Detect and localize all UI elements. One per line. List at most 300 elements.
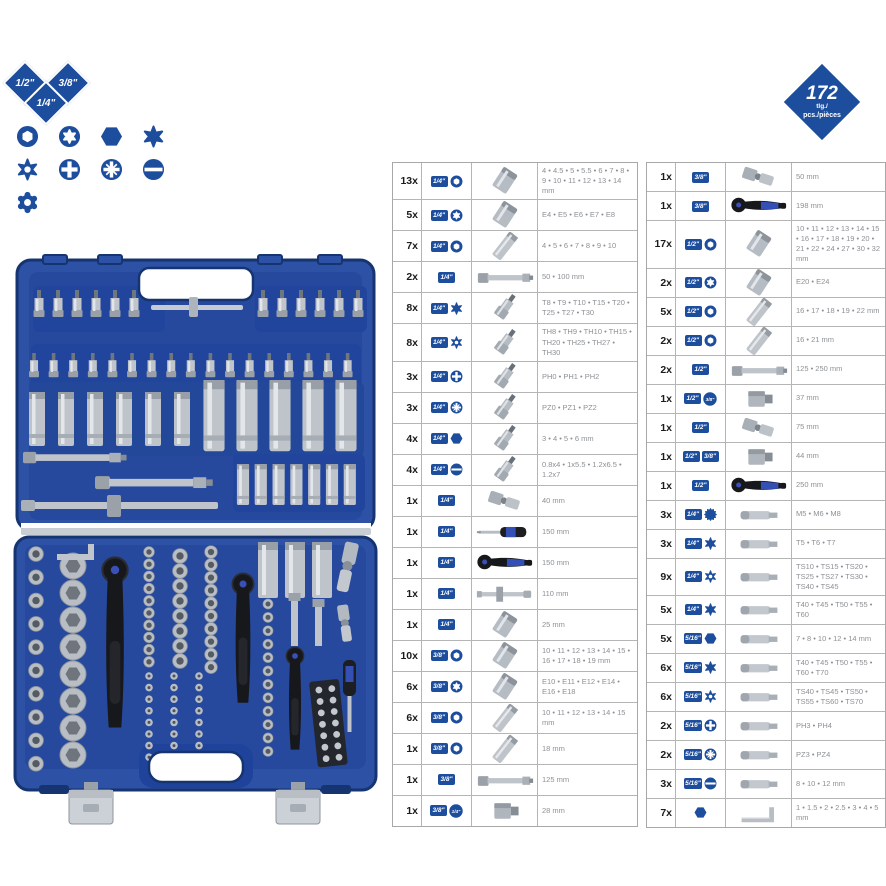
drive-size-badge: 1/2" xyxy=(685,277,702,288)
hex-socket-icon xyxy=(450,742,463,755)
tamper-torx-icon xyxy=(450,336,463,349)
thumb-bit xyxy=(726,559,792,595)
sizes: E10 • E11 • E12 • E14 • E16 • E18 xyxy=(542,676,620,696)
torx-bit-icon xyxy=(704,537,717,550)
thumb-bit xyxy=(726,712,792,740)
quantity: 1x xyxy=(647,192,676,220)
pozidriv-icon xyxy=(90,153,132,186)
sizes: 10 • 11 • 12 • 13 • 14 • 15 • 16 • 17 • 18 • 19 mm xyxy=(542,645,631,665)
sizes: 10 • 11 • 12 • 13 • 14 • 15 mm xyxy=(542,707,626,727)
type-icons xyxy=(676,625,726,653)
drive-badge-label: 1/4" xyxy=(36,97,56,109)
quantity: 1x xyxy=(393,579,422,609)
type-icons xyxy=(422,163,472,199)
spec-row xyxy=(647,558,885,595)
sizes: E4 • E5 • E6 • E7 • E8 xyxy=(542,210,616,220)
drive-size-badge: 1/4" xyxy=(438,588,455,599)
drive-size-badge: 1/4" xyxy=(431,433,448,444)
quantity: 3x xyxy=(647,501,676,529)
sizes: T40 • T45 • T50 • T55 • T60 • T70 xyxy=(796,657,873,677)
spec-row xyxy=(393,292,637,323)
sizes: 25 mm xyxy=(542,619,565,629)
type-icons xyxy=(676,327,726,355)
quantity: 1x xyxy=(393,765,422,795)
thumb-bitsocket xyxy=(472,362,538,392)
drive-size-badge: 5/16" xyxy=(685,780,701,788)
spec-row xyxy=(647,297,885,326)
thumb-ratchet xyxy=(726,192,792,220)
tamper-torx-icon xyxy=(704,570,717,583)
type-icons xyxy=(422,324,472,360)
quantity: 2x xyxy=(647,269,676,297)
svg-text:1/4": 1/4" xyxy=(451,808,461,814)
thumb-socket xyxy=(726,269,792,297)
thumb-socket xyxy=(472,672,538,702)
drive-size-badge: 1/2" xyxy=(685,239,702,250)
sizes: 110 mm xyxy=(542,588,569,598)
spec-row xyxy=(393,230,637,261)
type-icons xyxy=(676,712,726,740)
sizes: 125 • 250 mm xyxy=(796,364,843,374)
thumb-deep xyxy=(472,703,538,733)
drive-size-badge: 3/8" xyxy=(692,172,709,183)
thumb-bitsocket xyxy=(472,393,538,423)
sizes: 16 • 21 mm xyxy=(796,335,835,345)
type-icons xyxy=(422,262,472,292)
thumb-bitsocket xyxy=(472,424,538,454)
sizes: PZ0 • PZ1 • PZ2 xyxy=(542,402,597,412)
quantity: 2x xyxy=(647,741,676,769)
drive-badge-label: 1/2" xyxy=(15,77,35,89)
quantity: 10x xyxy=(393,641,422,671)
spec-row xyxy=(647,191,885,220)
thumb-tbar xyxy=(472,579,538,609)
tamper-torx-icon xyxy=(704,690,717,703)
sizes: 75 mm xyxy=(796,422,819,432)
sizes: 50 • 100 mm xyxy=(542,272,585,282)
quantity: 3x xyxy=(647,530,676,558)
torx-bit-icon xyxy=(450,302,463,315)
type-icons xyxy=(676,443,726,471)
drive-size-badge: 5/16" xyxy=(685,722,701,730)
sizes: 28 mm xyxy=(542,805,565,815)
drive-size-badge: 1/4" xyxy=(431,176,448,187)
quantity: 6x xyxy=(647,654,676,682)
spec-row xyxy=(393,671,637,702)
spec-row xyxy=(393,323,637,360)
quantity: 1x xyxy=(647,443,676,471)
piece-count-unit-de: tlg./ xyxy=(816,102,828,110)
drive-size-badge: 1/4" xyxy=(431,337,448,348)
drive-size-badge: 1/4" xyxy=(685,604,702,615)
thumb-bitsocket xyxy=(472,324,538,360)
type-icons xyxy=(676,741,726,769)
thumb-adapter xyxy=(726,443,792,471)
quantity: 2x xyxy=(647,327,676,355)
thumb-hexkey xyxy=(726,799,792,827)
type-icons xyxy=(676,683,726,711)
type-icons xyxy=(422,293,472,323)
quantity: 5x xyxy=(647,625,676,653)
thumb-bit xyxy=(726,625,792,653)
sizes: TS10 • TS15 • TS20 • TS25 • TS27 • TS30 • TS40 • TS45 xyxy=(796,561,868,591)
thumb-joint xyxy=(726,163,792,191)
thumb-bit xyxy=(726,683,792,711)
drive-size-badge: 1/2" xyxy=(685,335,702,346)
spec-row xyxy=(647,769,885,798)
drive-size-badge: 1/4" xyxy=(438,495,455,506)
spec-row xyxy=(393,733,637,764)
sizes: 250 mm xyxy=(796,480,824,490)
quantity: 1x xyxy=(393,610,422,640)
sizes: M5 • M6 • M8 xyxy=(796,509,841,519)
sizes: 50 mm xyxy=(796,171,819,181)
drive-size-badge: 1/4" xyxy=(431,371,448,382)
drive-size-badge: 3/8" xyxy=(692,201,709,212)
sizes: 150 mm xyxy=(542,526,570,536)
torx-socket-icon xyxy=(450,680,463,693)
type-icons xyxy=(422,579,472,609)
quantity: 6x xyxy=(647,683,676,711)
spec-row xyxy=(393,199,637,230)
type-icons xyxy=(422,610,472,640)
drive-size-badge: 1/4" xyxy=(431,210,448,221)
thumb-deep xyxy=(472,734,538,764)
drive-size-badge: 1/2" xyxy=(692,480,709,491)
type-icons xyxy=(676,192,726,220)
quantity: 1x xyxy=(393,486,422,516)
drive-size-badge: 1/4" xyxy=(685,538,702,549)
pozidriv-icon xyxy=(704,748,717,761)
drive-size-badge: 5/16" xyxy=(685,635,701,643)
quantity: 2x xyxy=(647,712,676,740)
type-icons xyxy=(676,799,726,827)
drive-size-badge: 3/8" xyxy=(431,681,448,692)
sizes: 8 • 10 • 12 mm xyxy=(796,778,846,788)
thumb-bit xyxy=(726,530,792,558)
thumb-socket xyxy=(472,641,538,671)
spec-row xyxy=(393,454,637,485)
type-icons xyxy=(676,298,726,326)
sizes: 44 mm xyxy=(796,451,819,461)
type-icons xyxy=(676,596,726,624)
quantity: 17x xyxy=(647,221,676,268)
type-icons xyxy=(676,501,726,529)
spec-row xyxy=(647,355,885,384)
drive-size-badge: 3/8" xyxy=(431,650,448,661)
sizes: T40 • T45 • T50 • T55 • T60 xyxy=(796,599,873,619)
type-icons xyxy=(676,385,726,413)
spec-row xyxy=(647,711,885,740)
hex-bit-icon xyxy=(704,632,717,645)
thumb-bitsocket xyxy=(472,293,538,323)
sizes: 3 • 4 • 5 • 6 mm xyxy=(542,433,594,443)
thumb-bit xyxy=(726,501,792,529)
quantity: 7x xyxy=(647,799,676,827)
spec-row xyxy=(647,384,885,413)
spec-row xyxy=(647,653,885,682)
sizes: PH3 • PH4 xyxy=(796,720,832,730)
type-icons xyxy=(676,770,726,798)
pozidriv-icon xyxy=(450,401,463,414)
spec-row xyxy=(647,624,885,653)
type-icons xyxy=(422,231,472,261)
sizes: TS40 • TS45 • TS50 • TS55 • TS60 • TS70 xyxy=(796,686,868,706)
drive-size-badge-2: 3/8" xyxy=(702,451,719,462)
sizes: 18 mm xyxy=(542,743,565,753)
thumb-socket xyxy=(472,200,538,230)
spec-row xyxy=(393,578,637,609)
drive-size-badge: 3/8" xyxy=(438,774,455,785)
quantity: 4x xyxy=(393,455,422,485)
torx-bit-icon xyxy=(704,603,717,616)
torx-bit-icon xyxy=(132,120,174,153)
type-icons xyxy=(422,641,472,671)
drive-round-badge xyxy=(449,804,463,818)
torx-socket-icon xyxy=(48,120,90,153)
quantity: 1x xyxy=(393,796,422,826)
sizes: TH8 • TH9 • TH10 • TH15 • TH20 • TH25 • TH27 • TH30 xyxy=(542,327,632,357)
spec-row xyxy=(393,764,637,795)
thumb-extension xyxy=(472,765,538,795)
quantity: 1x xyxy=(647,472,676,500)
piece-count-unit-en-fr: pcs./pièces xyxy=(803,111,841,119)
drive-size-badge: 1/4" xyxy=(431,303,448,314)
thumb-extension xyxy=(472,262,538,292)
spec-row xyxy=(393,640,637,671)
hex-socket-icon xyxy=(6,120,48,153)
quantity: 4x xyxy=(393,424,422,454)
drive-size-badge: 3/8" xyxy=(431,743,448,754)
quantity: 1x xyxy=(393,734,422,764)
drive-size-badge: 1/4" xyxy=(438,557,455,568)
sizes: T5 • T6 • T7 xyxy=(796,538,836,548)
sizes: 4 • 5 • 6 • 7 • 8 • 9 • 10 xyxy=(542,241,617,251)
drive-size-badge: 1/4" xyxy=(438,272,455,283)
spec-row xyxy=(647,268,885,297)
sizes: 37 mm xyxy=(796,393,819,403)
quantity: 1x xyxy=(393,548,422,578)
tool-case-photo xyxy=(3,252,388,842)
svg-text:3/8": 3/8" xyxy=(705,396,715,402)
type-icons xyxy=(422,672,472,702)
thumb-joint xyxy=(472,486,538,516)
spec-row xyxy=(393,423,637,454)
drive-size-badge: 1/2" xyxy=(683,451,700,462)
slotted-icon xyxy=(704,777,717,790)
hex-socket-icon xyxy=(450,649,463,662)
quantity: 7x xyxy=(393,231,422,261)
sizes: 7 • 8 • 10 • 12 • 14 mm xyxy=(796,633,872,643)
sizes: T8 • T9 • T10 • T15 • T20 • T25 • T27 • T30 xyxy=(542,298,630,318)
drive-size-badge: 5/16" xyxy=(685,751,701,759)
type-icons xyxy=(422,734,472,764)
drive-size-badge: 1/2" xyxy=(684,393,701,404)
sizes: 0.8x4 • 1x5.5 • 1.2x6.5 • 1.2x7 xyxy=(542,459,622,479)
spec-row xyxy=(647,500,885,529)
thumb-socket xyxy=(472,610,538,640)
sizes: E20 • E24 xyxy=(796,277,830,287)
sizes: PH0 • PH1 • PH2 xyxy=(542,371,600,381)
quantity: 2x xyxy=(393,262,422,292)
drive-size-badge: 1/4" xyxy=(431,464,448,475)
drive-size-badge: 1/4" xyxy=(431,241,448,252)
thumb-socket xyxy=(726,221,792,268)
thumb-bitsocket xyxy=(472,455,538,485)
thumb-extension xyxy=(726,356,792,384)
spec-row xyxy=(393,516,637,547)
quantity: 8x xyxy=(393,324,422,360)
spec-row xyxy=(647,740,885,769)
type-icons xyxy=(422,393,472,423)
quantity: 6x xyxy=(393,672,422,702)
thumb-adapter xyxy=(726,385,792,413)
spec-row xyxy=(647,798,885,827)
phillips-icon xyxy=(704,719,717,732)
quantity: 1x xyxy=(647,385,676,413)
drive-size-badge: 1/2" xyxy=(692,422,709,433)
drive-size-badge: 5/16" xyxy=(685,693,701,701)
sizes: 4 • 4.5 • 5 • 5.5 • 6 • 7 • 8 • 9 • 10 • 11 • 12 • 13 • 14 mm xyxy=(542,166,630,196)
hex-socket-icon xyxy=(704,305,717,318)
type-icons xyxy=(676,559,726,595)
drive-size-badge: 1/4" xyxy=(431,402,448,413)
drive-size-badge: 1/2" xyxy=(692,364,709,375)
slotted-icon xyxy=(450,463,463,476)
hex-socket-icon xyxy=(704,334,717,347)
type-icons xyxy=(676,269,726,297)
quantity: 13x xyxy=(393,163,422,199)
quantity: 5x xyxy=(393,200,422,230)
type-icons xyxy=(422,517,472,547)
thumb-deep xyxy=(726,327,792,355)
hex-socket-icon xyxy=(704,238,717,251)
spec-row xyxy=(393,392,637,423)
type-icons xyxy=(676,472,726,500)
spec-row xyxy=(393,261,637,292)
quantity: 6x xyxy=(393,703,422,733)
quantity: 2x xyxy=(647,356,676,384)
spec-row xyxy=(393,485,637,516)
thumb-deep xyxy=(726,298,792,326)
hex-bit-icon xyxy=(694,806,707,819)
thumb-bit xyxy=(726,741,792,769)
spec-row xyxy=(647,220,885,268)
spec-row xyxy=(647,442,885,471)
spec-row xyxy=(393,361,637,392)
sizes: 40 mm xyxy=(542,495,565,505)
spec-table-left xyxy=(392,162,638,827)
quantity: 3x xyxy=(393,393,422,423)
spec-row xyxy=(393,547,637,578)
thumb-bit xyxy=(726,770,792,798)
drive-size-badge: 3/8" xyxy=(430,805,447,816)
spec-row xyxy=(393,163,637,199)
spline-bit-icon xyxy=(704,508,717,521)
type-icons xyxy=(422,703,472,733)
torx-socket-icon xyxy=(704,276,717,289)
type-icons xyxy=(422,796,472,826)
thumb-bit xyxy=(726,654,792,682)
spec-row xyxy=(647,529,885,558)
sizes: 125 mm xyxy=(542,774,570,784)
type-icons xyxy=(422,486,472,516)
thumb-joint xyxy=(726,414,792,442)
spec-row xyxy=(647,163,885,191)
thumb-deep xyxy=(472,231,538,261)
thumb-bit xyxy=(726,596,792,624)
spec-row xyxy=(647,682,885,711)
quantity: 1x xyxy=(393,517,422,547)
slotted-icon xyxy=(132,153,174,186)
spec-row xyxy=(647,595,885,624)
tamper-torx-icon xyxy=(6,153,48,186)
torx-socket-icon xyxy=(450,209,463,222)
hex-socket-icon xyxy=(450,711,463,724)
quantity: 8x xyxy=(393,293,422,323)
sizes: 10 • 11 • 12 • 13 • 14 • 15 • 16 • 17 • 18 • 19 • 20 • 21 • 22 • 24 • 27 • 30 • 32 mm xyxy=(796,224,881,264)
quantity: 3x xyxy=(393,362,422,392)
thumb-ratchet xyxy=(726,472,792,500)
quantity: 5x xyxy=(647,298,676,326)
sizes: 16 • 17 • 18 • 19 • 22 mm xyxy=(796,306,880,316)
drive-badge-label: 3/8" xyxy=(58,77,78,89)
quantity: 9x xyxy=(647,559,676,595)
drive-size-badge: 1/2" xyxy=(685,306,702,317)
spec-row xyxy=(393,795,637,826)
drive-size-badge: 5/16" xyxy=(685,664,701,672)
drive-size-badge: 1/4" xyxy=(438,526,455,537)
hex-socket-icon xyxy=(450,240,463,253)
type-icons xyxy=(422,200,472,230)
type-icons xyxy=(676,654,726,682)
quantity: 3x xyxy=(647,770,676,798)
phillips-icon xyxy=(450,370,463,383)
piece-count-number: 172 xyxy=(806,82,838,104)
spec-row xyxy=(393,609,637,640)
quantity: 5x xyxy=(647,596,676,624)
hex-bit-icon xyxy=(450,432,463,445)
spec-row xyxy=(393,702,637,733)
phillips-icon xyxy=(48,153,90,186)
thumb-ratchet xyxy=(472,548,538,578)
drive-size-badge: 1/4" xyxy=(685,509,702,520)
piece-count-badge xyxy=(784,64,860,140)
quantity: 1x xyxy=(647,163,676,191)
type-icons xyxy=(676,221,726,268)
type-icons xyxy=(676,356,726,384)
type-icons xyxy=(676,530,726,558)
type-icons xyxy=(422,424,472,454)
torx-bit-icon xyxy=(704,661,717,674)
type-icons xyxy=(422,455,472,485)
spline-icon xyxy=(6,186,48,219)
sizes: 198 mm xyxy=(796,200,824,210)
bit-type-legend xyxy=(6,120,178,219)
thumb-socket xyxy=(472,163,538,199)
type-icons xyxy=(676,163,726,191)
sizes: 150 mm xyxy=(542,557,570,567)
thumb-adapter xyxy=(472,796,538,826)
drive-size-badge: 1/4" xyxy=(685,571,702,582)
drive-size-badge: 1/4" xyxy=(438,619,455,630)
spec-table-right xyxy=(646,162,886,828)
thumb-screwdriver xyxy=(472,517,538,547)
type-icons xyxy=(422,765,472,795)
hex-bit-icon xyxy=(90,120,132,153)
spec-row xyxy=(647,413,885,442)
sizes: PZ3 • PZ4 xyxy=(796,749,831,759)
